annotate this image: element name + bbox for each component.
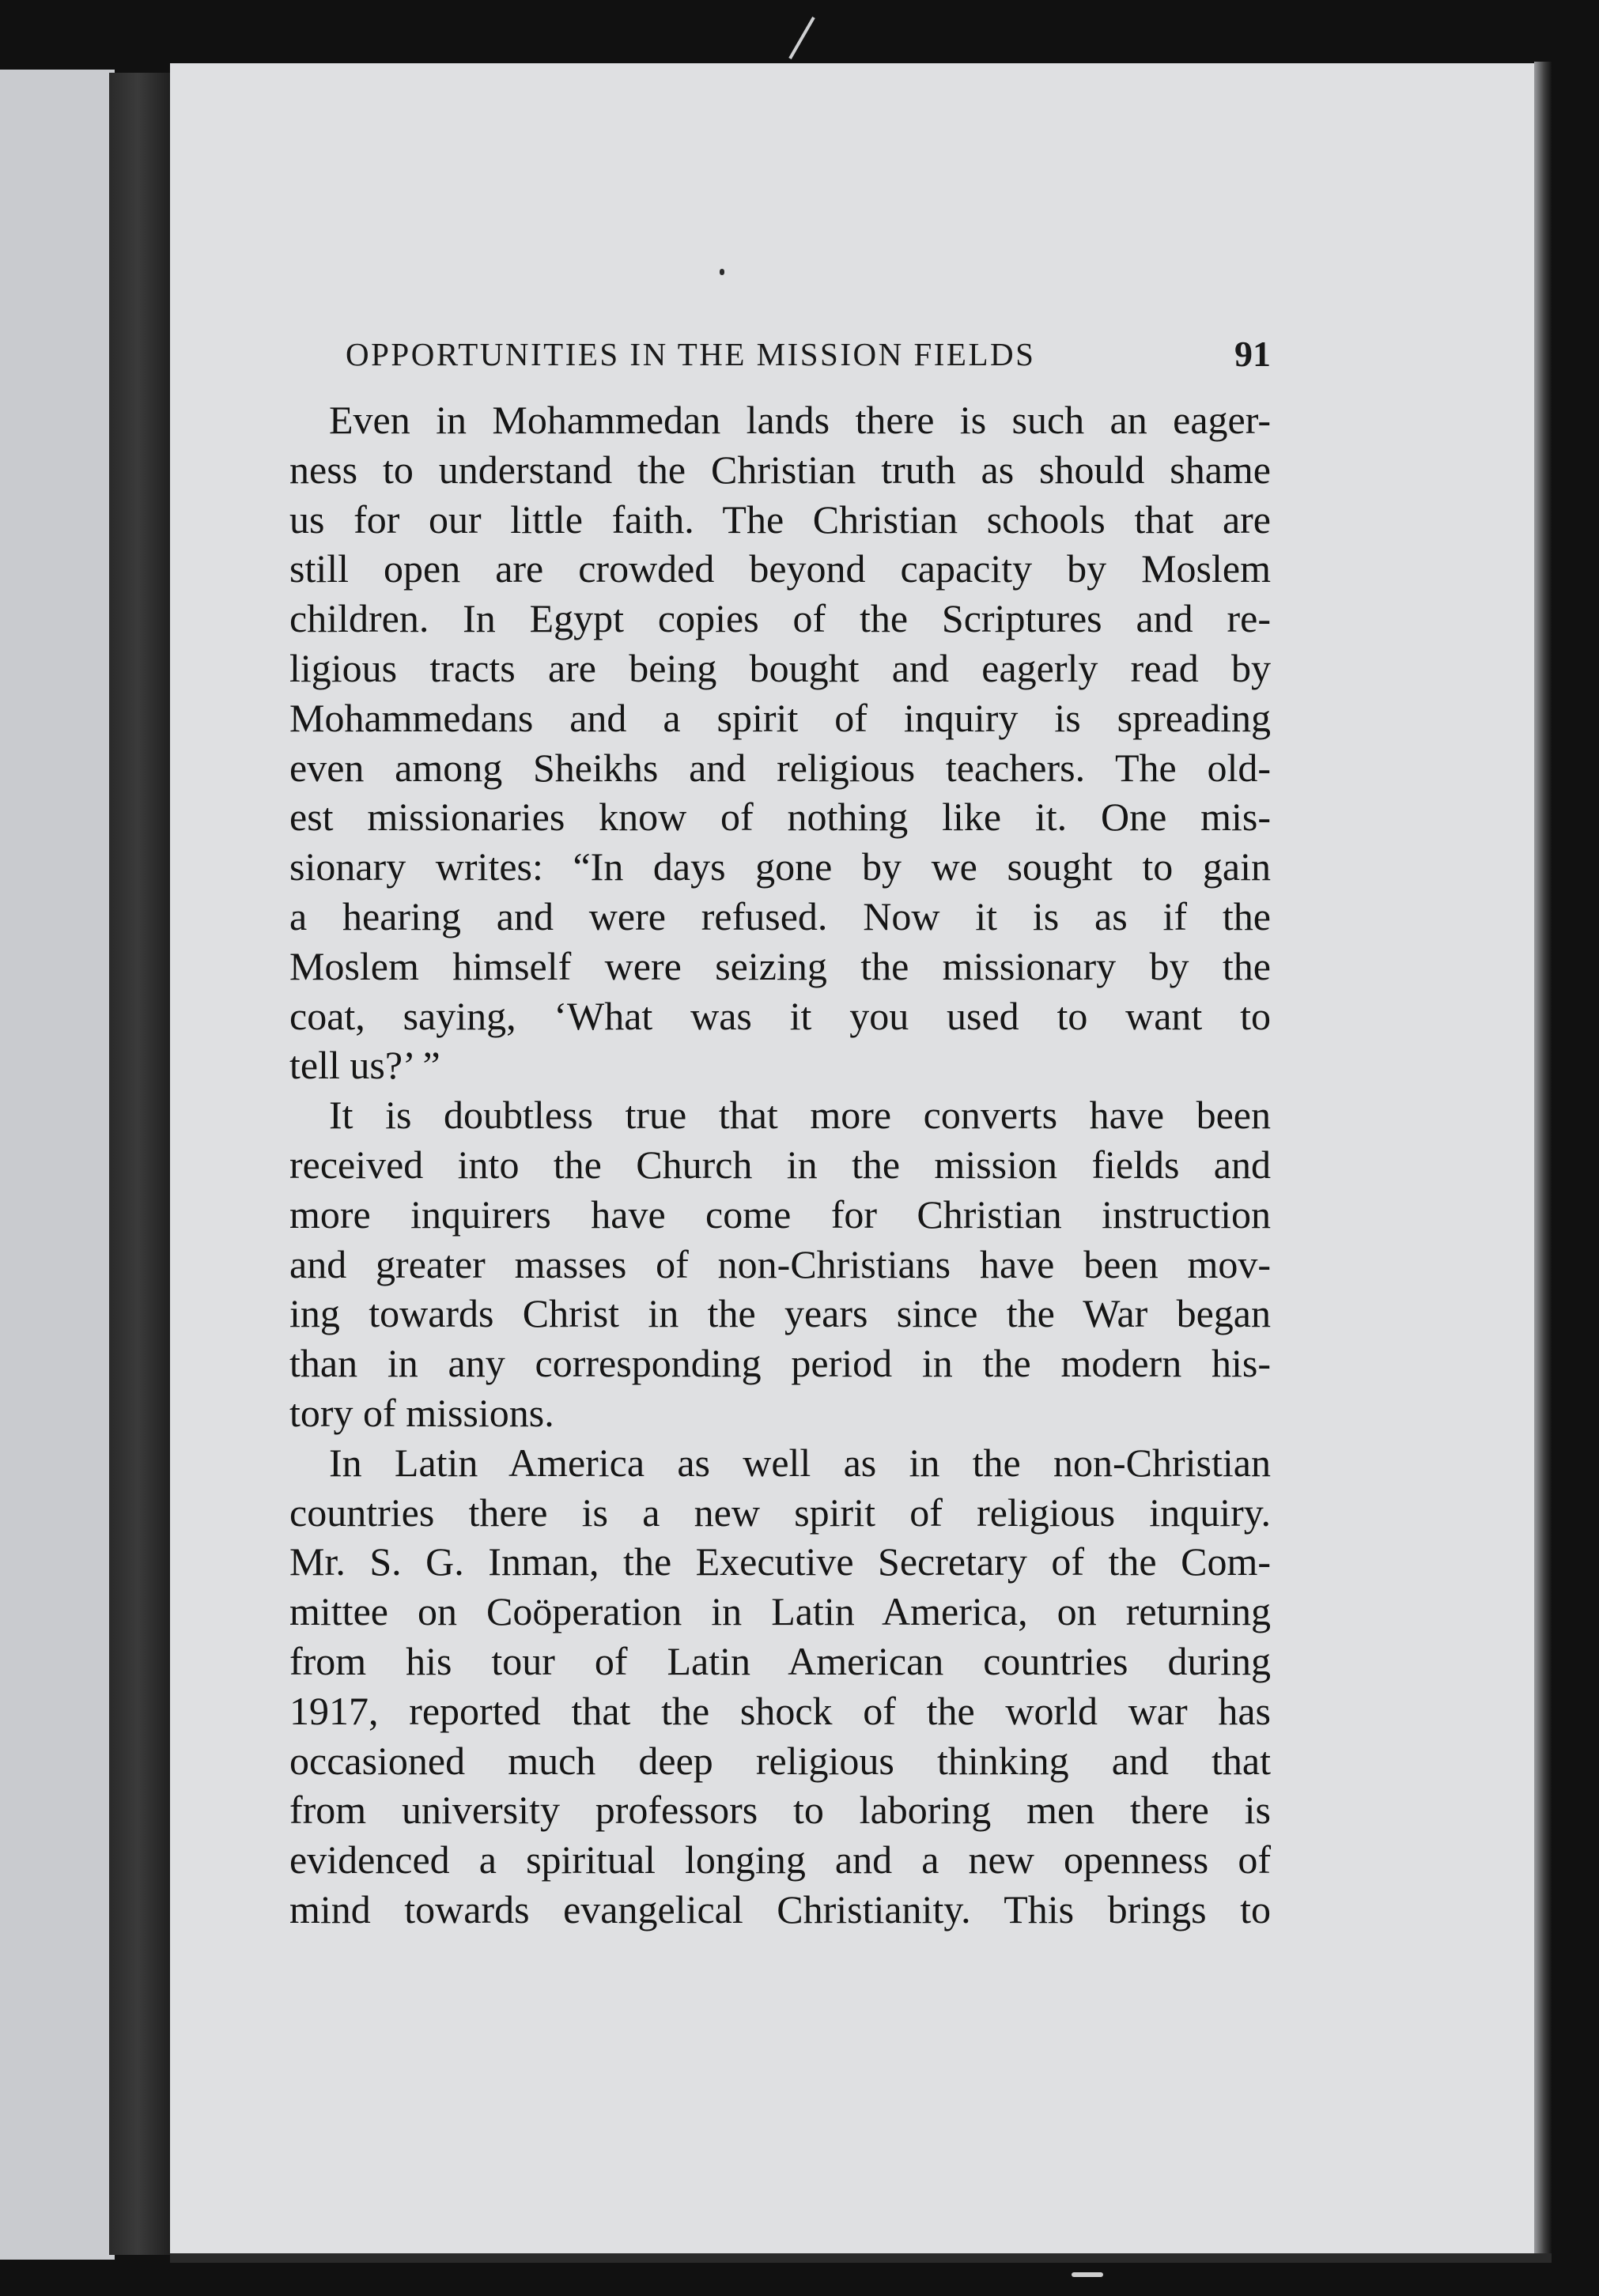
text-line: Even in Mohammedan lands there is such an eager-: [329, 398, 1271, 442]
paragraph: [289, 1438, 1271, 1935]
page-edge-shadow: [1534, 62, 1552, 2260]
body-text: [289, 395, 1271, 1935]
page-bottom-shadow: [170, 2253, 1552, 2263]
scan-mark: [788, 17, 815, 59]
text-line: than in any corresponding period in the modern his-: [289, 1341, 1271, 1386]
text-line: from his tour of Latin American countries during: [289, 1638, 1271, 1683]
text-line: ness to understand the Christian truth as should shame: [289, 447, 1271, 492]
paragraph: [289, 395, 1271, 1090]
text-line: occasioned much deep religious thinking and that: [289, 1738, 1271, 1783]
text-line: more inquirers have come for Christian instruction: [289, 1191, 1271, 1237]
text-line: even among Sheikhs and religious teachers. The old-: [289, 745, 1271, 790]
text-line: Mr. S. G. Inman, the Executive Secretary of the Com-: [289, 1539, 1271, 1584]
text-line: children. In Egypt copies of the Scriptures and re-: [289, 596, 1271, 641]
text-line: countries there is a new spirit of religious inquiry.: [289, 1490, 1271, 1535]
paragraph: [289, 1090, 1271, 1438]
text-line: and greater masses of non-Christians have been mov-: [289, 1241, 1271, 1286]
text-line: Mohammedans and a spirit of inquiry is spreading: [289, 695, 1271, 740]
text-line: In Latin America as well as in the non-Christian: [329, 1440, 1271, 1485]
text-line: mind towards evangelical Christianity. This brings to: [289, 1886, 1271, 1932]
text-line: tell us?’ ”: [289, 1043, 440, 1088]
text-line: from university professors to laboring men there is: [289, 1788, 1271, 1833]
scan-speck: [720, 269, 724, 275]
text-line: tory of missions.: [289, 1390, 554, 1435]
text-line: Moslem himself were seizing the missionary by the: [289, 943, 1271, 988]
text-line: sionary writes: “In days gone by we sought to gain: [289, 844, 1271, 889]
running-head: [346, 330, 1271, 378]
text-line: It is doubtless true that more converts have been: [329, 1093, 1271, 1138]
text-line: mittee on Coöperation in Latin America, on returning: [289, 1589, 1271, 1634]
text-line: ing towards Christ in the years since the War began: [289, 1291, 1271, 1336]
facing-page-edge: [0, 70, 115, 2260]
page-number: 91: [1234, 334, 1271, 374]
text-line: 1917, reported that the shock of the world war has: [289, 1688, 1271, 1733]
running-head-title: OPPORTUNITIES IN THE MISSION FIELDS: [346, 336, 1036, 372]
text-line: still open are crowded beyond capacity by Moslem: [289, 546, 1271, 591]
text-line: us for our little faith. The Christian schools that are: [289, 497, 1271, 542]
text-line: ligious tracts are being bought and eagerly read by: [289, 645, 1271, 690]
text-line: est missionaries know of nothing like it. One mis-: [289, 795, 1271, 840]
text-line: a hearing and were refused. Now it is as if the: [289, 893, 1271, 938]
text-line: evidenced a spiritual longing and a new openness of: [289, 1837, 1271, 1882]
text-line: coat, saying, ‘What was it you used to want to: [289, 993, 1271, 1038]
text-line: received into the Church in the mission fields and: [289, 1142, 1271, 1187]
book-gutter: [109, 73, 172, 2255]
scan-speck: [1072, 2272, 1103, 2277]
